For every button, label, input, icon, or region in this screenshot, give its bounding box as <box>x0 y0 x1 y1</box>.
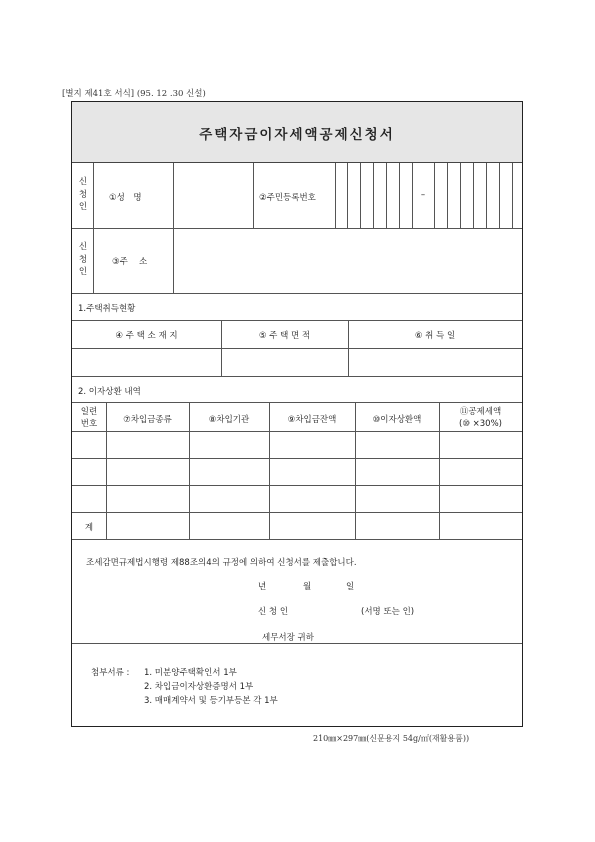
address-field[interactable] <box>174 229 522 292</box>
col-loan-type: ⑦차입금종류 <box>123 415 172 425</box>
col-acquisition-date: ⑥ 취 득 일 <box>414 331 456 341</box>
acquisition-date-field[interactable] <box>349 349 521 375</box>
declaration-statement: 조세감면규제법시행령 제88조의4의 규정에 의하여 신청서를 제출합니다. <box>86 558 357 568</box>
total-label: 계 <box>84 523 94 533</box>
applicant-side-label: 신 청 인 <box>78 177 88 212</box>
house-area-field[interactable] <box>222 349 347 375</box>
date-day: 일 <box>346 582 355 592</box>
col-serial-no: 일련 번호 <box>80 407 98 429</box>
name-field[interactable] <box>174 164 252 227</box>
attachment-item: 1. 미분양주택확인서 1부 <box>144 668 237 678</box>
resident-id-label: ②주민등록번호 <box>259 193 316 203</box>
date-month: 월 <box>303 582 312 592</box>
attachments-label: 첨부서류 : <box>91 668 130 678</box>
application-form <box>71 101 523 727</box>
col-tax-credit: ⑪공제세액 (⑩ ×30%) <box>459 407 502 429</box>
attachment-item: 2. 차입금이자상환증명서 1부 <box>144 682 254 692</box>
total-row[interactable] <box>107 513 521 538</box>
col-house-location: ④ 주 택 소 재 지 <box>115 331 178 341</box>
name-label: ①성 명 <box>109 193 142 203</box>
col-house-area: ⑤ 주 택 면 적 <box>258 331 311 341</box>
address-label: ③주 소 <box>112 257 148 267</box>
applicant-side-label-2: 신 청 인 <box>78 242 88 277</box>
section2-heading: 2. 이자상환 내역 <box>78 387 141 397</box>
section1-heading: 1.주택취득현황 <box>78 304 136 314</box>
date-year: 년 <box>258 582 267 592</box>
resident-id-field[interactable] <box>336 164 522 227</box>
table-row[interactable] <box>73 486 521 511</box>
house-location-field[interactable] <box>73 349 220 375</box>
paper-spec: 210㎜×297㎜(신문용지 54g/㎡(재활용품)) <box>313 734 470 743</box>
title-band <box>72 102 522 163</box>
attachment-item: 3. 매매계약서 및 등기부등본 각 1부 <box>144 696 278 706</box>
table-row[interactable] <box>73 432 521 457</box>
col-interest-repaid: ⑩이자상환액 <box>372 415 422 425</box>
form-title: 주택자금이자세액공제신청서 <box>199 127 395 143</box>
col-lender: ⑧차입기관 <box>208 415 250 425</box>
signature-area[interactable]: (서명 또는 인) <box>361 607 415 617</box>
id-dash: – <box>420 190 426 200</box>
col-loan-balance: ⑨차입금잔액 <box>287 415 337 425</box>
table-row[interactable] <box>73 459 521 484</box>
applicant-sign-label: 신 청 인 <box>258 607 289 617</box>
form-number-note: [별지 제41호 서식] (95. 12 .30 신설) <box>62 89 206 99</box>
addressee: 세무서장 귀하 <box>262 633 314 643</box>
